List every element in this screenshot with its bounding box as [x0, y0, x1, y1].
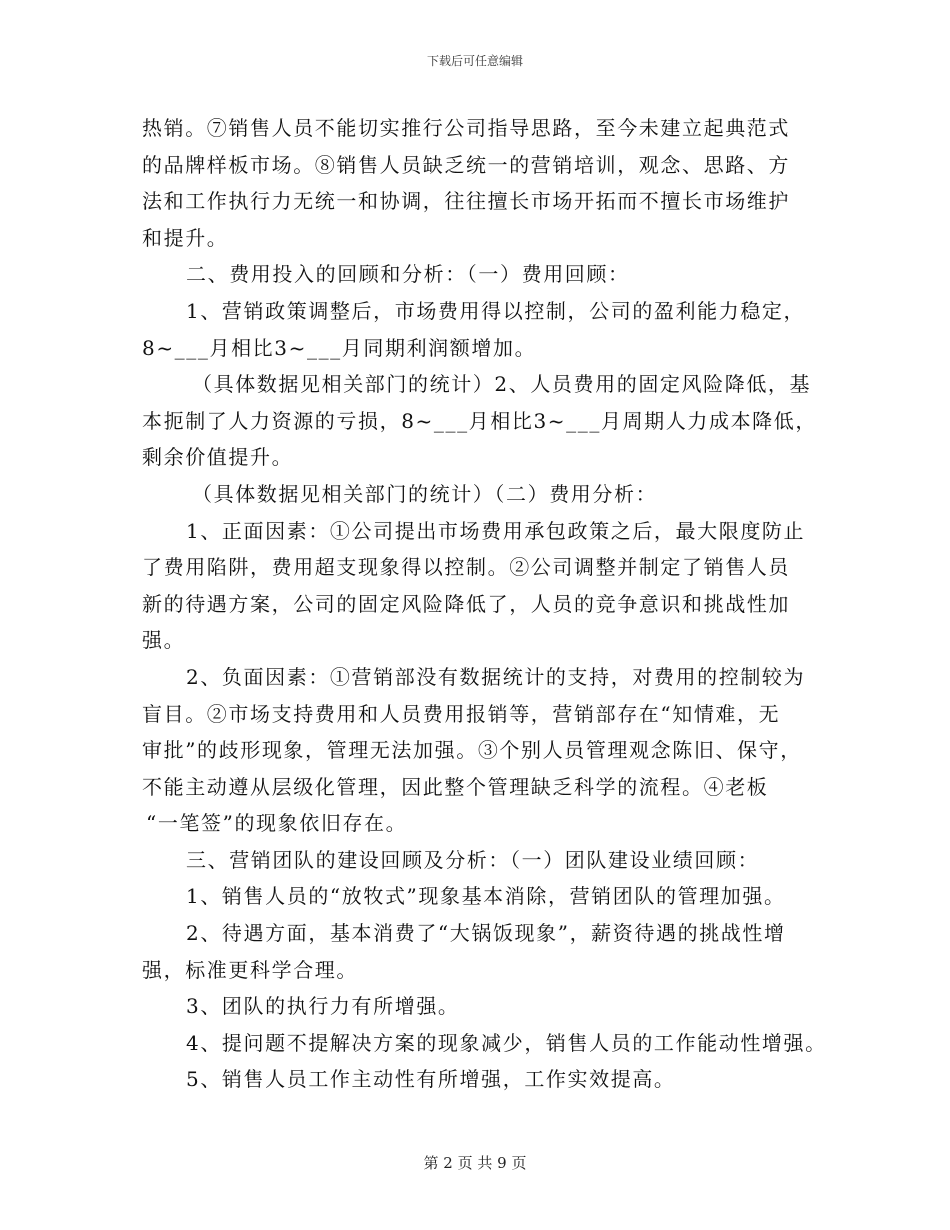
text-line: 本扼制了人力资源的亏损，8~___月相比3~___月周期人力成本降低， — [142, 408, 817, 433]
section-heading: 二、费用投入的回顾和分析：（一）费用回顾： — [186, 262, 630, 287]
text-line: 1、营销政策调整后，市场费用得以控制，公司的盈利能力稳定， — [186, 298, 806, 323]
text-line: （具体数据见相关部门的统计）2、人员费用的固定风险降低，基 — [192, 372, 812, 397]
text-line: 法和工作执行力无统一和协调，往往擅长市场开拓而不擅长市场维护 — [142, 189, 790, 214]
text-line: 强，标准更科学合理。 — [142, 957, 358, 982]
text-line: 了费用陷阱，费用超支现象得以控制。②公司调整并制定了销售人员 — [142, 555, 790, 580]
page-number: 第 2 页 共 9 页 — [423, 1154, 527, 1172]
text-line: 2、待遇方面，基本消费了“大锅饭现象”，薪资待遇的挑战性增 — [186, 921, 786, 946]
text-line: 强。 — [142, 628, 186, 653]
text-line: 热销。⑦销售人员不能切实推行公司指导思路，至今未建立起典范式 — [142, 116, 790, 140]
text-line: 8~___月相比3~___月同期利润额增加。 — [142, 335, 537, 360]
text-line: 盲目。②市场支持费用和人员费用报销等，营销部存在“知情难，无 — [142, 701, 781, 726]
text-line: 审批”的歧形现象，管理无法加强。③个别人员管理观念陈旧、保守， — [142, 738, 802, 763]
page-header-note: 下载后可任意编辑 — [426, 54, 523, 68]
text-line: 5、销售人员工作主动性有所增强，工作实效提高。 — [186, 1067, 676, 1092]
text-line: 剩余价值提升。 — [142, 445, 294, 470]
text-line: 2、负面因素：①营销部没有数据统计的支持，对费用的控制较为 — [186, 664, 806, 689]
document-body — [142, 110, 827, 1098]
text-line: 4、提问题不提解决方案的现象减少，销售人员的工作能动性增强。 — [186, 1030, 827, 1055]
text-line: 3、团队的执行力有所增强。 — [186, 994, 460, 1019]
text-line: 的品牌样板市场。⑧销售人员缺乏统一的营销培训，观念、思路、方 — [142, 152, 790, 177]
text-line: “一笔签”的现象依旧存在。 — [146, 811, 408, 836]
text-line: 1、销售人员的“放牧式”现象基本消除，营销团队的管理加强。 — [186, 884, 786, 909]
text-line: 新的待遇方案，公司的固定风险降低了，人员的竞争意识和挑战性加 — [142, 591, 790, 616]
text-line: （具体数据见相关部门的统计）（二）费用分析： — [192, 481, 658, 506]
section-heading: 三、营销团队的建设回顾及分析：（一）团队建设业绩回顾： — [186, 847, 760, 872]
text-line: 和提升。 — [142, 225, 229, 250]
text-line: 1、正面因素：①公司提出市场费用承包政策之后，最大限度防止 — [186, 518, 806, 543]
text-line: 不能主动遵从层级化管理，因此整个管理缺乏科学的流程。④老板 — [142, 774, 769, 799]
